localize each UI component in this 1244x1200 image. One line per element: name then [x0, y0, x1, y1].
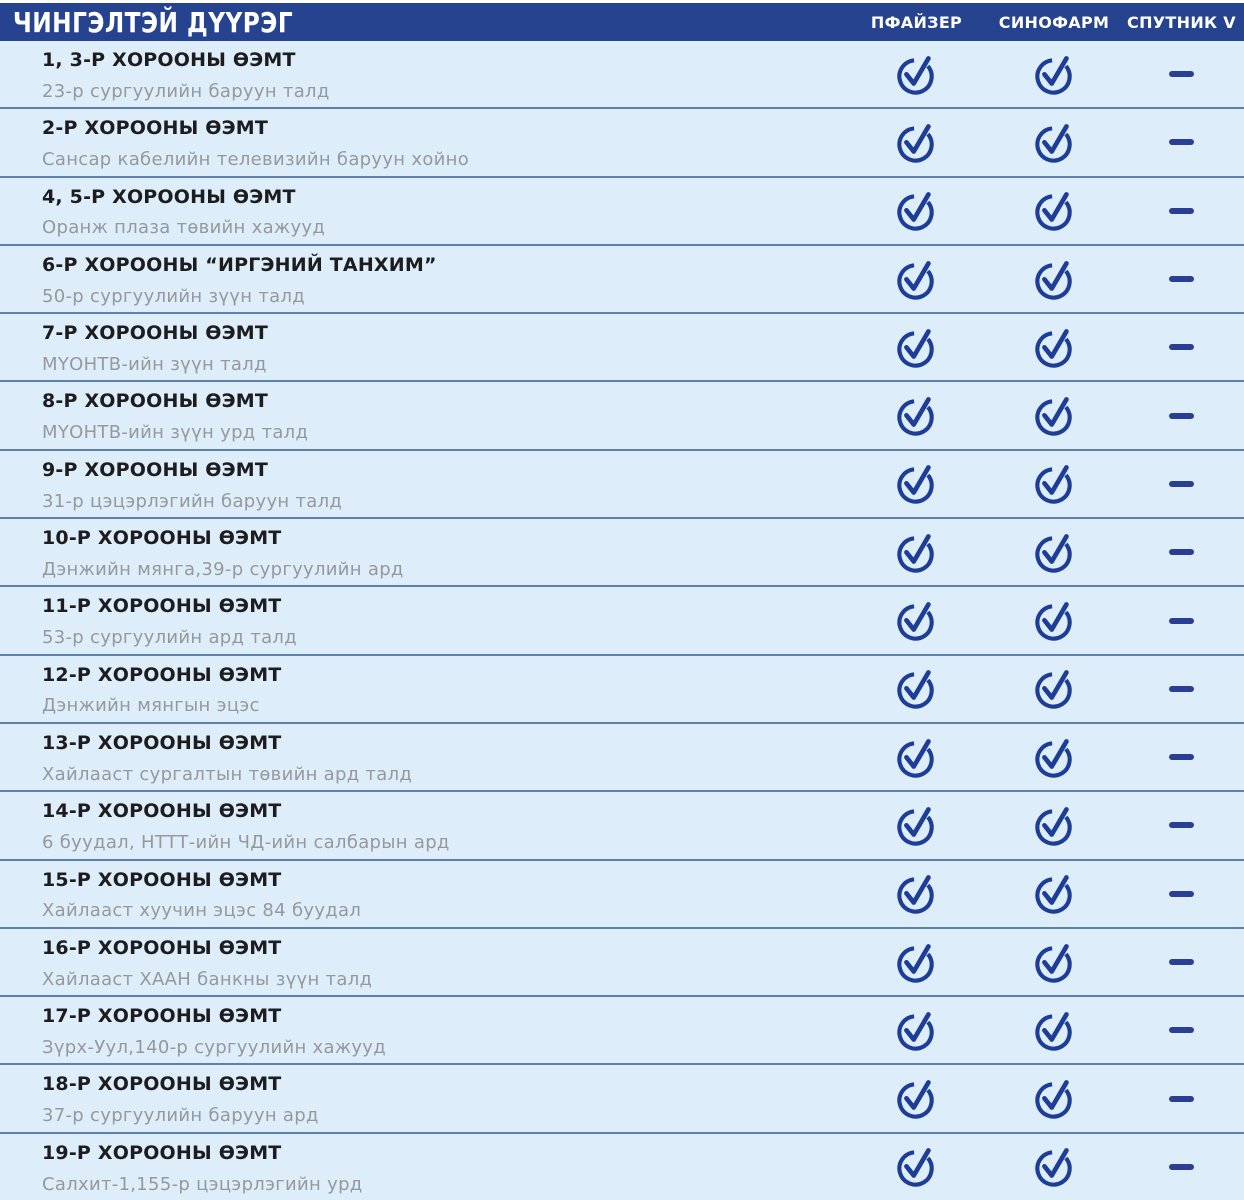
sinopharm-status-cell [989, 519, 1119, 585]
row-subtitle: Хайлааст ХААН банкны зүүн талд [42, 968, 373, 990]
sputnik-status-cell [1119, 314, 1244, 380]
table-row [0, 1132, 1244, 1200]
row-title: 6-Р ХОРООНЫ “ИРГЭНИЙ ТАНХИМ” [42, 253, 437, 276]
sputnik-status-cell [1119, 1065, 1244, 1131]
location-info [0, 382, 844, 448]
pfizer-status-cell [844, 382, 989, 448]
sputnik-status-cell [1119, 929, 1244, 995]
check-circle-icon [894, 871, 939, 916]
sinopharm-status-cell [989, 382, 1119, 448]
location-info [0, 246, 844, 312]
check-circle-icon [1032, 1076, 1077, 1121]
check-circle-icon [1032, 871, 1077, 916]
pfizer-status-cell [844, 41, 989, 107]
check-circle-icon [1032, 257, 1077, 302]
sputnik-status-cell [1119, 41, 1244, 107]
sputnik-status-cell [1119, 861, 1244, 927]
check-circle-icon [1032, 1144, 1077, 1189]
row-subtitle: МҮОНТВ-ийн зүүн урд талд [42, 422, 309, 444]
dash-icon [1169, 1027, 1194, 1033]
pfizer-status-cell [844, 178, 989, 244]
sinopharm-status-cell [989, 587, 1119, 653]
table-row [0, 176, 1244, 244]
dash-icon [1169, 71, 1194, 77]
table-row [0, 517, 1244, 585]
check-circle-icon [1032, 461, 1077, 506]
table-row [0, 107, 1244, 175]
rows-container [0, 41, 1244, 1200]
check-circle-icon [894, 52, 939, 97]
check-circle-icon [1032, 803, 1077, 848]
row-subtitle: Оранж плаза төвийн хажууд [42, 217, 326, 239]
pfizer-status-cell [844, 861, 989, 927]
column-header-pfizer: ПФАЙЗЕР [870, 12, 963, 32]
location-info [0, 109, 844, 175]
check-circle-icon [1032, 393, 1077, 438]
sinopharm-status-cell [989, 109, 1119, 175]
district-title [0, 5, 844, 39]
pfizer-status-cell [844, 246, 989, 312]
location-info [0, 1134, 844, 1200]
row-subtitle: 6 буудал, НТТТ-ийн ЧД-ийн салбарын ард [42, 832, 450, 854]
check-circle-icon [894, 598, 939, 643]
table-row [0, 790, 1244, 858]
check-circle-icon [894, 257, 939, 302]
dash-icon [1169, 822, 1194, 828]
dash-icon [1169, 208, 1194, 214]
check-circle-icon [894, 1076, 939, 1121]
location-info [0, 997, 844, 1063]
pfizer-status-cell [844, 1134, 989, 1200]
dash-icon [1169, 481, 1194, 487]
district-title-text: ЧИНГЭЛТЭЙ ДҮҮРЭГ [13, 5, 294, 39]
dash-icon [1169, 344, 1194, 350]
sinopharm-status-cell [989, 724, 1119, 790]
row-title: 11-Р ХОРООНЫ ӨЭМТ [42, 595, 282, 618]
table-row [0, 380, 1244, 448]
check-circle-icon [1032, 120, 1077, 165]
pfizer-status-cell [844, 587, 989, 653]
row-subtitle: 37-р сургуулийн баруун ард [42, 1105, 319, 1127]
location-info [0, 724, 844, 790]
sputnik-status-cell [1119, 792, 1244, 858]
location-info [0, 519, 844, 585]
table-row [0, 927, 1244, 995]
check-circle-icon [1032, 940, 1077, 985]
table-row [0, 722, 1244, 790]
dash-icon [1169, 754, 1194, 760]
sinopharm-status-cell [989, 792, 1119, 858]
pfizer-status-cell [844, 656, 989, 722]
check-circle-icon [894, 120, 939, 165]
check-circle-icon [1032, 325, 1077, 370]
pfizer-status-cell [844, 792, 989, 858]
check-circle-icon [1032, 188, 1077, 233]
dash-icon [1169, 1164, 1194, 1170]
sputnik-status-cell [1119, 382, 1244, 448]
sputnik-status-cell [1119, 656, 1244, 722]
pfizer-status-cell [844, 519, 989, 585]
location-info [0, 178, 844, 244]
column-header-sinopharm: СИНОФАРМ [998, 12, 1110, 32]
pfizer-status-cell [844, 997, 989, 1063]
check-circle-icon [894, 188, 939, 233]
dash-icon [1169, 891, 1194, 897]
sputnik-status-cell [1119, 997, 1244, 1063]
sinopharm-status-cell [989, 656, 1119, 722]
table-row [0, 41, 1244, 107]
row-subtitle: Сансар кабелийн телевизийн баруун хойно [42, 149, 470, 171]
location-info [0, 587, 844, 653]
sputnik-status-cell [1119, 109, 1244, 175]
table-row [0, 585, 1244, 653]
table-row [0, 449, 1244, 517]
check-circle-icon [894, 803, 939, 848]
row-subtitle: 53-р сургуулийн ард талд [42, 627, 297, 649]
sputnik-status-cell [1119, 451, 1244, 517]
sinopharm-status-cell [989, 246, 1119, 312]
table-row [0, 859, 1244, 927]
pfizer-status-cell [844, 929, 989, 995]
row-title: 7-Р ХОРООНЫ ӨЭМТ [42, 322, 269, 345]
row-subtitle: Дэнжийн мянгын эцэс [42, 695, 260, 717]
table-row [0, 1063, 1244, 1131]
dash-icon [1169, 959, 1194, 965]
location-info [0, 314, 844, 380]
row-title: 15-Р ХОРООНЫ ӨЭМТ [42, 868, 282, 891]
dash-icon [1169, 618, 1194, 624]
sinopharm-status-cell [989, 861, 1119, 927]
dash-icon [1169, 1096, 1194, 1102]
check-circle-icon [1032, 530, 1077, 575]
location-info [0, 41, 844, 107]
sputnik-status-cell [1119, 519, 1244, 585]
dash-icon [1169, 276, 1194, 282]
check-circle-icon [1032, 735, 1077, 780]
sinopharm-status-cell [989, 997, 1119, 1063]
check-circle-icon [894, 1144, 939, 1189]
check-circle-icon [1032, 598, 1077, 643]
sputnik-status-cell [1119, 178, 1244, 244]
pfizer-status-cell [844, 314, 989, 380]
sputnik-status-cell [1119, 724, 1244, 790]
sinopharm-status-cell [989, 929, 1119, 995]
row-title: 8-Р ХОРООНЫ ӨЭМТ [42, 390, 269, 413]
row-title: 9-Р ХОРООНЫ ӨЭМТ [42, 458, 269, 481]
check-circle-icon [894, 666, 939, 711]
dash-icon [1169, 549, 1194, 555]
column-header-sputnik-v: СПУТНИК V [1127, 12, 1236, 32]
row-title: 17-Р ХОРООНЫ ӨЭМТ [42, 1005, 282, 1028]
row-title: 13-Р ХОРООНЫ ӨЭМТ [42, 731, 282, 754]
row-title: 10-Р ХОРООНЫ ӨЭМТ [42, 527, 282, 550]
dash-icon [1169, 686, 1194, 692]
check-circle-icon [894, 530, 939, 575]
location-info [0, 451, 844, 517]
row-subtitle: 50-р сургуулийн зүүн талд [42, 285, 306, 307]
pfizer-status-cell [844, 451, 989, 517]
check-circle-icon [894, 393, 939, 438]
row-title: 12-Р ХОРООНЫ ӨЭМТ [42, 663, 282, 686]
row-title: 2-Р ХОРООНЫ ӨЭМТ [42, 117, 269, 140]
row-subtitle: 31-р цэцэрлэгийн баруун талд [42, 490, 343, 512]
table-row [0, 312, 1244, 380]
location-info [0, 656, 844, 722]
location-info [0, 1065, 844, 1131]
row-subtitle: Хайлааст хуучин эцэс 84 буудал [42, 900, 362, 922]
row-subtitle: 23-р сургуулийн баруун талд [42, 80, 330, 102]
row-subtitle: Дэнжийн мянга,39-р сургуулийн ард [42, 558, 404, 580]
check-circle-icon [894, 325, 939, 370]
vaccine-column-headers [844, 13, 1244, 32]
sinopharm-status-cell [989, 1065, 1119, 1131]
sputnik-status-cell [1119, 246, 1244, 312]
table-header [0, 3, 1244, 41]
row-title: 18-Р ХОРООНЫ ӨЭМТ [42, 1073, 282, 1096]
sputnik-status-cell [1119, 587, 1244, 653]
sinopharm-status-cell [989, 314, 1119, 380]
check-circle-icon [894, 940, 939, 985]
dash-icon [1169, 139, 1194, 145]
table-row [0, 995, 1244, 1063]
check-circle-icon [894, 735, 939, 780]
table-row [0, 654, 1244, 722]
row-title: 4, 5-Р ХОРООНЫ ӨЭМТ [42, 185, 296, 208]
sinopharm-status-cell [989, 41, 1119, 107]
sputnik-status-cell [1119, 1134, 1244, 1200]
location-info [0, 929, 844, 995]
row-title: 19-Р ХОРООНЫ ӨЭМТ [42, 1141, 282, 1164]
pfizer-status-cell [844, 1065, 989, 1131]
table-row [0, 244, 1244, 312]
sinopharm-status-cell [989, 451, 1119, 517]
dash-icon [1169, 413, 1194, 419]
check-circle-icon [1032, 666, 1077, 711]
row-title: 16-Р ХОРООНЫ ӨЭМТ [42, 936, 282, 959]
sinopharm-status-cell [989, 178, 1119, 244]
check-circle-icon [1032, 1008, 1077, 1053]
row-subtitle: Хайлааст сургалтын төвийн ард талд [42, 763, 413, 785]
row-title: 14-Р ХОРООНЫ ӨЭМТ [42, 800, 282, 823]
row-subtitle: Зүрх-Уул,140-р сургуулийн хажууд [42, 1036, 386, 1058]
check-circle-icon [894, 461, 939, 506]
check-circle-icon [894, 1008, 939, 1053]
pfizer-status-cell [844, 109, 989, 175]
location-info [0, 861, 844, 927]
pfizer-status-cell [844, 724, 989, 790]
check-circle-icon [1032, 52, 1077, 97]
location-info [0, 792, 844, 858]
row-title: 1, 3-Р ХОРООНЫ ӨЭМТ [42, 49, 296, 71]
sinopharm-status-cell [989, 1134, 1119, 1200]
row-subtitle: Салхит-1,155-р цэцэрлэгийн урд [42, 1173, 363, 1195]
row-subtitle: МҮОНТВ-ийн зүүн талд [42, 353, 267, 375]
